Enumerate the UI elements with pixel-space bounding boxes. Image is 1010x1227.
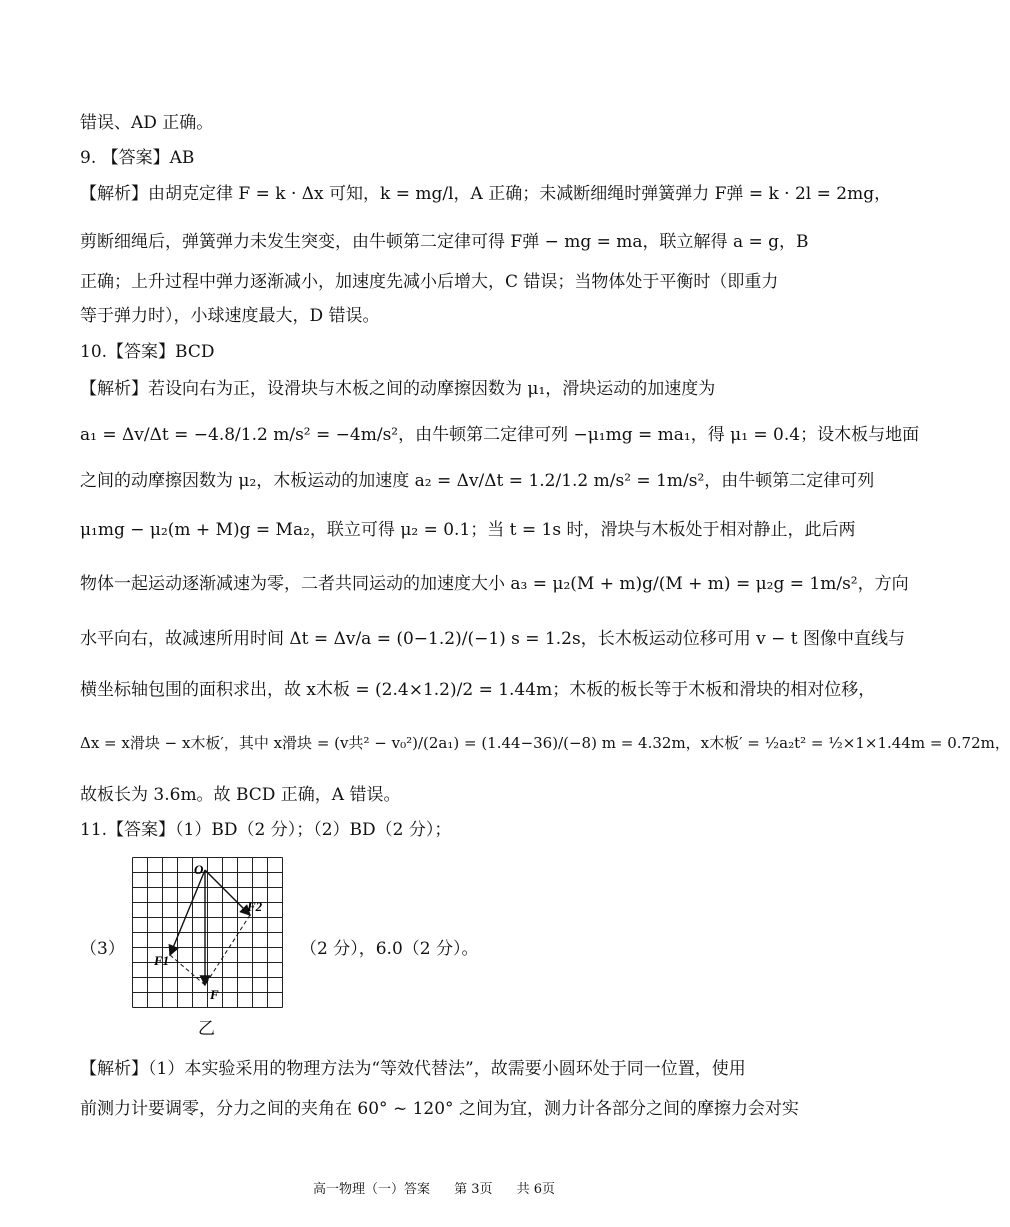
answer-11-part3-text: （2 分），6.0（2 分）。 [300,939,479,959]
force-grid-svg [130,855,285,1010]
text-line: 错误、AD 正确。 [80,113,214,133]
analysis-10-line-5: 物体一起运动逐渐减速为零，二者共同运动的加速度大小 a₃ = μ₂(M + m)g/(M + m) = μ₂g = 1m/s²，方向 [80,574,909,594]
f1-label: F1 [154,953,170,968]
analysis-11-line-1: 【解析】（1）本实验采用的物理方法为“等效代替法”，故需要小圆环处于同一位置，使用 [80,1059,746,1079]
analysis-10-line-1: 【解析】若设向右为正，设滑块与木板之间的动摩擦因数为 μ₁，滑块运动的加速度为 [80,379,716,399]
analysis-9-line-4: 等于弹力时），小球速度最大，D 错误。 [80,306,380,326]
footer-title: 高一物理（一）答案 [312,1182,430,1197]
analysis-10-line-7: 横坐标轴包围的面积求出，故 x木板 = (2.4×1.2)/2 = 1.44m；木板的板长等于木板和滑块的相对位移， [80,680,876,700]
answer-11-part3-label: （3） [80,939,125,959]
analysis-10-line-4: μ₁mg − μ₂(m + M)g = Ma₂，联立可得 μ₂ = 0.1；当 t = 1s 时，滑块与木板处于相对静止，此后两 [80,520,856,540]
answer-9-heading: 9. 【答案】AB [80,148,195,168]
footer-total: 共 6页 [516,1182,556,1197]
force-f2-arrow [205,870,250,915]
force-diagram [130,855,285,1010]
parallelogram-dashed-edge [205,915,250,985]
grid-lines [133,858,283,1008]
answer-11-heading: 11.【答案】（1）BD（2 分）；（2）BD（2 分）； [80,820,452,840]
origin-label: O [194,862,204,877]
analysis-10-line-8: Δx = x滑块 − x木板′，其中 x滑块 = (v共² − v₀²)/(2a₁) = (1.44−36)/(−8) m = 4.32m，x木板′ = ½a₂t² = ½×1×1.44m = 0.72m， [80,734,1010,752]
analysis-10-line-2: a₁ = Δv/Δt = −4.8/1.2 m/s² = −4m/s²，由牛顿第二定律可列 −μ₁mg = ma₁，得 μ₁ = 0.4；设木板与地面 [80,425,920,445]
analysis-10-line-6: 水平向右，故减速所用时间 Δt = Δv/a = (0−1.2)/(−1) s = 1.2s，长木板运动位移可用 v − t 图像中直线与 [80,629,906,649]
analysis-9-line-3: 正确；上升过程中弹力逐渐减小，加速度先减小后增大，C 错误；当物体处于平衡时（即重力 [80,272,779,292]
analysis-11-line-2: 前测力计要调零，分力之间的夹角在 60° ~ 120° 之间为宜，测力计各部分之间的摩擦力会对实 [80,1099,799,1119]
analysis-10-line-3: 之间的动摩擦因数为 μ₂，木板运动的加速度 a₂ = Δv/Δt = 1.2/1.2 m/s² = 1m/s²，由牛顿第二定律可列 [80,471,875,491]
figure-caption: 乙 [198,1019,215,1039]
analysis-9-line-1: 【解析】由胡克定律 F = k · Δx 可知，k = mg/l，A 正确；未减断细绳时弹簧弹力 F弹 = k · 2l = 2mg， [80,184,892,204]
analysis-9-line-2: 剪断细绳后，弹簧弹力未发生突变，由牛顿第二定律可得 F弹 − mg = ma，联立解得 a = g，B [80,232,809,252]
f2-label: F2 [247,899,263,914]
parallelogram-dashed-edge [170,955,205,985]
analysis-10-line-9: 故板长为 3.6m。故 BCD 正确，A 错误。 [80,785,401,805]
force-f1-arrow [170,870,205,955]
page-footer [0,1178,868,1197]
answer-10-heading: 10.【答案】BCD [80,342,215,362]
footer-page: 第 3页 [454,1182,493,1197]
f-label: F [210,987,219,1002]
